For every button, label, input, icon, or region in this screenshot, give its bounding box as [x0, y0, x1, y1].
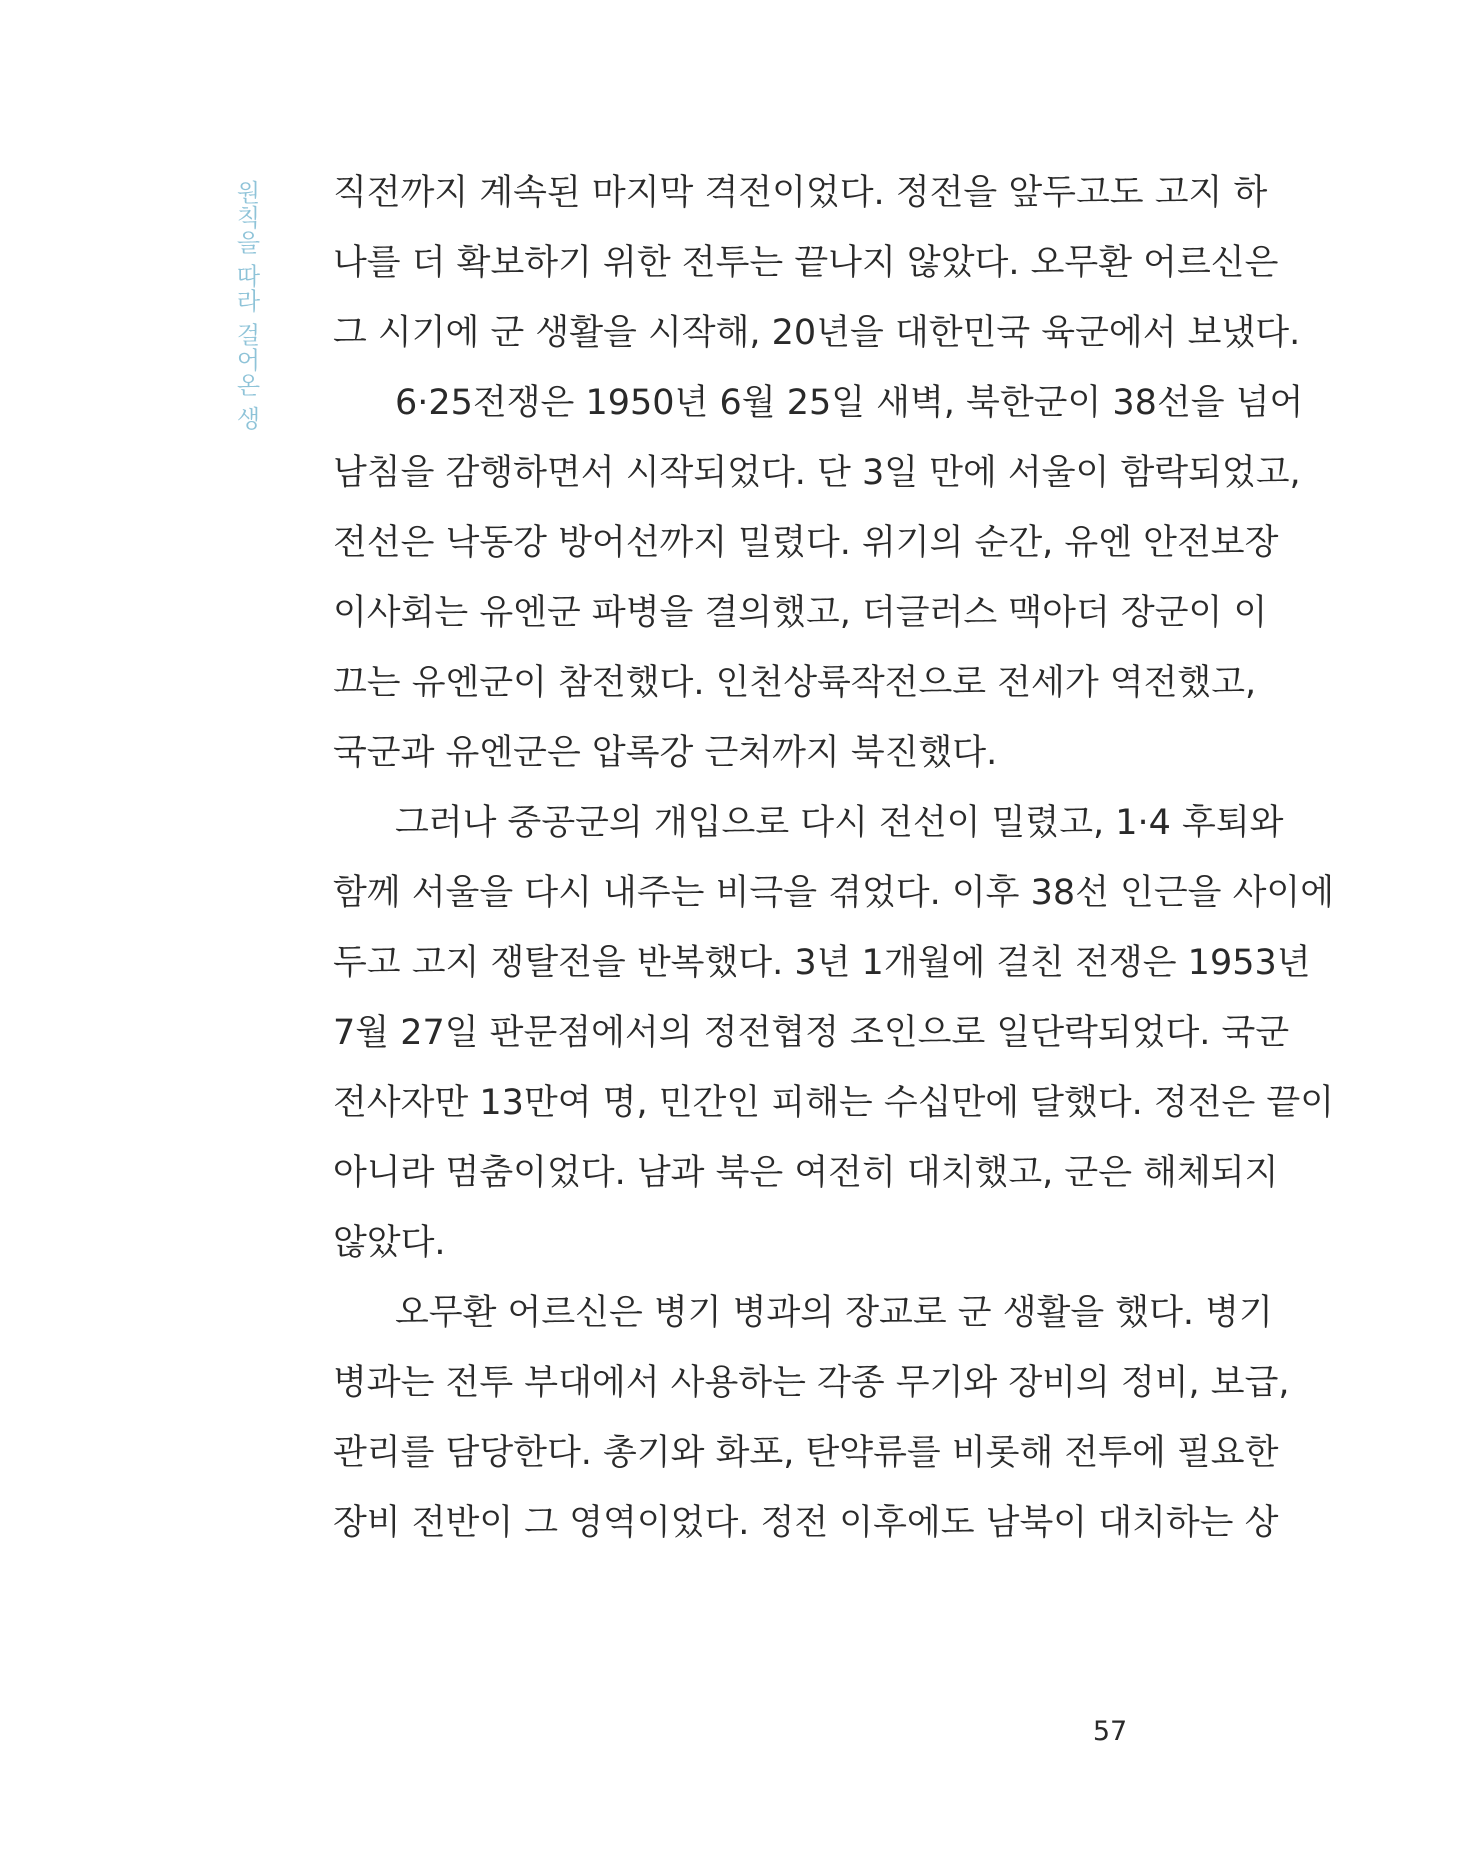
text-line: 나를 더 확보하기 위한 전투는 끝나지 않았다. 오무환 어르신은	[333, 243, 1279, 283]
text-line: 그 시기에 군 생활을 시작해, 20년을 대한민국 육군에서 보냈다.	[333, 313, 1301, 353]
text-line: 관리를 담당한다. 총기와 화포, 탄약류를 비롯해 전투에 필요한	[333, 1433, 1279, 1473]
text-line: 아니라 멈춤이었다. 남과 북은 여전히 대치했고, 군은 해체되지	[333, 1153, 1279, 1193]
running-head: 원칙을 따라 걸어온 생	[232, 180, 260, 431]
text-line: 6·25전쟁은 1950년 6월 25일 새벽, 북한군이 38선을 넘어	[395, 383, 1304, 423]
text-line: 직전까지 계속된 마지막 격전이었다. 정전을 앞두고도 고지 하	[333, 173, 1268, 213]
text-line: 남침을 감행하면서 시작되었다. 단 3일 만에 서울이 함락되었고,	[333, 453, 1301, 493]
text-line: 않았다.	[333, 1223, 446, 1263]
page-number: 57	[1092, 1716, 1128, 1747]
text-line: 전선은 낙동강 방어선까지 밀렸다. 위기의 순간, 유엔 안전보장	[333, 523, 1279, 563]
text-line: 장비 전반이 그 영역이었다. 정전 이후에도 남북이 대치하는 상	[333, 1503, 1279, 1543]
text-line: 7월 27일 판문점에서의 정전협정 조인으로 일단락되었다. 국군	[333, 1013, 1290, 1053]
text-line: 그러나 중공군의 개입으로 다시 전선이 밀렸고, 1·4 후퇴와	[395, 803, 1284, 843]
text-line: 함께 서울을 다시 내주는 비극을 겪었다. 이후 38선 인근을 사이에	[333, 873, 1335, 913]
text-line: 끄는 유엔군이 참전했다. 인천상륙작전으로 전세가 역전했고,	[333, 663, 1257, 703]
text-line: 전사자만 13만여 명, 민간인 피해는 수십만에 달했다. 정전은 끝이	[333, 1083, 1335, 1123]
text-line: 국군과 유엔군은 압록강 근처까지 북진했다.	[333, 733, 998, 773]
text-line: 두고 고지 쟁탈전을 반복했다. 3년 1개월에 걸친 전쟁은 1953년	[333, 943, 1311, 983]
text-line: 이사회는 유엔군 파병을 결의했고, 더글러스 맥아더 장군이 이	[333, 593, 1268, 633]
text-line: 오무환 어르신은 병기 병과의 장교로 군 생활을 했다. 병기	[395, 1293, 1273, 1333]
body-text	[333, 158, 1335, 1558]
text-line: 병과는 전투 부대에서 사용하는 각종 무기와 장비의 정비, 보급,	[333, 1363, 1290, 1403]
